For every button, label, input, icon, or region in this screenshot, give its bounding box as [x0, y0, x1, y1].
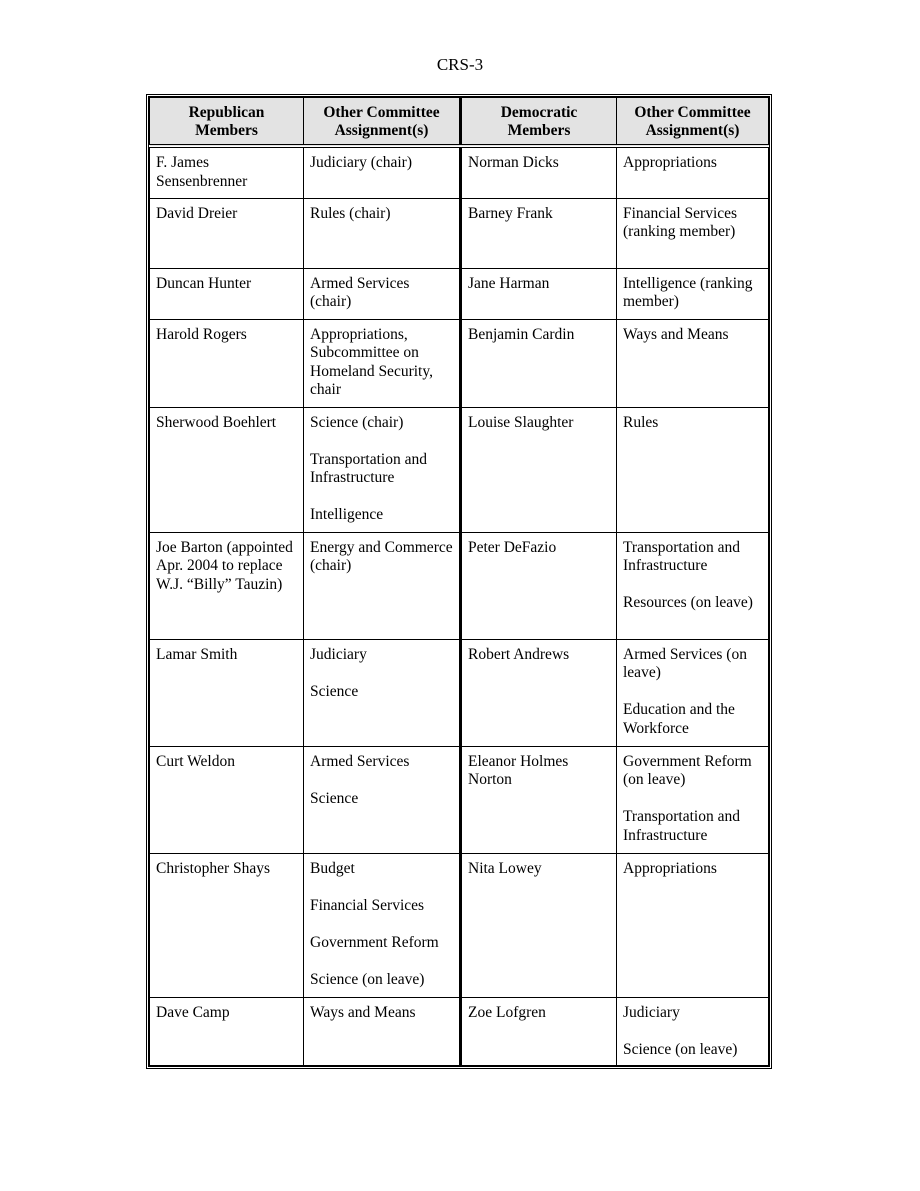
table-row [150, 997, 769, 1065]
cell-text: Ways and Means [310, 1003, 416, 1021]
cell-text: Benjamin Cardin [468, 325, 575, 343]
cell-text: Curt Weldon [156, 752, 235, 770]
cell-republican-member [150, 146, 304, 198]
cell-democratic-assignments [617, 532, 769, 639]
cell-democratic-assignments [617, 639, 769, 746]
cell-text: Norman Dicks [468, 154, 559, 171]
cell-text: Transportation and Infrastructure [623, 808, 740, 844]
cell-republican-assignments [304, 853, 461, 997]
cell-text: Jane Harman [468, 274, 550, 292]
table-row [150, 746, 769, 853]
cell-text: David Dreier [156, 204, 238, 222]
cell-republican-assignments [304, 268, 461, 319]
table-row [150, 198, 769, 268]
header-democratic-members: Democratic Members [461, 98, 617, 147]
cell-text: Rules [623, 413, 659, 431]
cell-text: Government Reform (on leave) [623, 752, 752, 788]
cell-text: Sensenbrenner [156, 172, 248, 190]
header-row [150, 98, 769, 147]
cell-text: Christopher Shays [156, 859, 271, 877]
cell-text: Financial Services (ranking member) [623, 204, 738, 240]
cell-republican-member [150, 268, 304, 319]
cell-text: Resources (on leave) [623, 594, 753, 611]
cell-republican-member [150, 532, 304, 639]
cell-democratic-member [461, 268, 617, 319]
cell-democratic-member [461, 853, 617, 997]
cell-text: Robert Andrews [468, 645, 570, 663]
cell-democratic-member [461, 407, 617, 532]
cell-text: Judiciary [623, 1003, 680, 1021]
cell-text: Science (chair) [310, 413, 404, 431]
cell-text: Armed Services (on leave) [623, 645, 747, 681]
cell-text: Judiciary [310, 645, 367, 663]
cell-democratic-member [461, 639, 617, 746]
table-row [150, 532, 769, 639]
table-body [150, 146, 769, 1065]
cell-text: Science (on leave) [310, 970, 425, 988]
cell-democratic-assignments [617, 198, 769, 268]
cell-republican-member [150, 319, 304, 407]
cell-republican-member [150, 639, 304, 746]
cell-republican-assignments [304, 532, 461, 639]
cell-democratic-assignments [617, 319, 769, 407]
table-row [150, 853, 769, 997]
cell-text: Joe Barton (appointed Apr. 2004 to replace W.J. “Billy” Tauzin) [156, 538, 293, 593]
table-row [150, 146, 769, 198]
cell-democratic-assignments [617, 746, 769, 853]
cell-text: Appropriations [623, 154, 717, 171]
cell-text: Government Reform [310, 933, 439, 951]
cell-text: Judiciary (chair) [310, 154, 412, 171]
cell-text: Energy and Commerce (chair) [310, 538, 453, 574]
cell-democratic-assignments [617, 853, 769, 997]
table-row [150, 639, 769, 746]
cell-text: F. James [156, 154, 210, 171]
cell-republican-member [150, 407, 304, 532]
cell-text: Transportation and Infrastructure [310, 450, 427, 486]
cell-republican-assignments [304, 746, 461, 853]
committee-table-frame [146, 94, 772, 1069]
cell-republican-member [150, 746, 304, 853]
cell-republican-assignments [304, 997, 461, 1065]
header-republican-assignments: Other Committee Assignment(s) [304, 98, 461, 147]
cell-democratic-member [461, 532, 617, 639]
cell-democratic-member [461, 198, 617, 268]
cell-text: Appropriations [623, 859, 717, 877]
cell-text: Armed Services [310, 752, 410, 770]
cell-democratic-member [461, 319, 617, 407]
cell-text: Science [310, 682, 359, 700]
cell-text: Science [310, 789, 359, 807]
cell-text: Harold Rogers [156, 325, 247, 343]
cell-text: Eleanor Holmes Norton [468, 752, 569, 788]
cell-text: Financial Services [310, 896, 425, 914]
cell-text: Peter DeFazio [468, 538, 557, 556]
cell-republican-member [150, 198, 304, 268]
cell-text: Lamar Smith [156, 645, 238, 663]
page-header: CRS-3 [436, 55, 484, 74]
table-row [150, 407, 769, 532]
cell-text: Science (on leave) [623, 1040, 738, 1058]
cell-democratic-assignments [617, 997, 769, 1065]
cell-democratic-assignments [617, 407, 769, 532]
cell-republican-assignments [304, 198, 461, 268]
cell-republican-assignments [304, 407, 461, 532]
cell-text: Armed Services (chair) [310, 274, 410, 310]
cell-text: Louise Slaughter [468, 413, 574, 431]
cell-democratic-member [461, 997, 617, 1065]
cell-text: Barney Frank [468, 204, 553, 222]
header-republican-members: Republican Members [150, 98, 304, 147]
table-row [150, 268, 769, 319]
committee-assignments-table [149, 97, 769, 1066]
cell-text: Appropriations, Subcommittee on Homeland Security, chair [310, 325, 433, 398]
table-row [150, 319, 769, 407]
cell-democratic-assignments [617, 268, 769, 319]
cell-text: Transportation and Infrastructure [623, 538, 740, 574]
cell-text: Dave Camp [156, 1003, 230, 1021]
header-democratic-assignments: Other Committee Assignment(s) [617, 98, 769, 147]
cell-text: Duncan Hunter [156, 274, 252, 292]
cell-republican-assignments [304, 146, 461, 198]
cell-text: Intelligence (ranking member) [623, 274, 753, 310]
cell-republican-assignments [304, 639, 461, 746]
cell-text: Rules (chair) [310, 204, 391, 222]
cell-text: Ways and Means [623, 325, 729, 343]
cell-democratic-member [461, 146, 617, 198]
cell-text: Zoe Lofgren [468, 1003, 546, 1021]
cell-text: Sherwood Boehlert [156, 413, 277, 431]
cell-text: Education and the Workforce [623, 701, 735, 737]
cell-text: Intelligence [310, 506, 384, 523]
cell-democratic-member [461, 746, 617, 853]
cell-republican-assignments [304, 319, 461, 407]
cell-text: Budget [310, 859, 355, 877]
cell-text: Nita Lowey [468, 859, 542, 877]
cell-republican-member [150, 853, 304, 997]
cell-democratic-assignments [617, 146, 769, 198]
cell-republican-member [150, 997, 304, 1065]
